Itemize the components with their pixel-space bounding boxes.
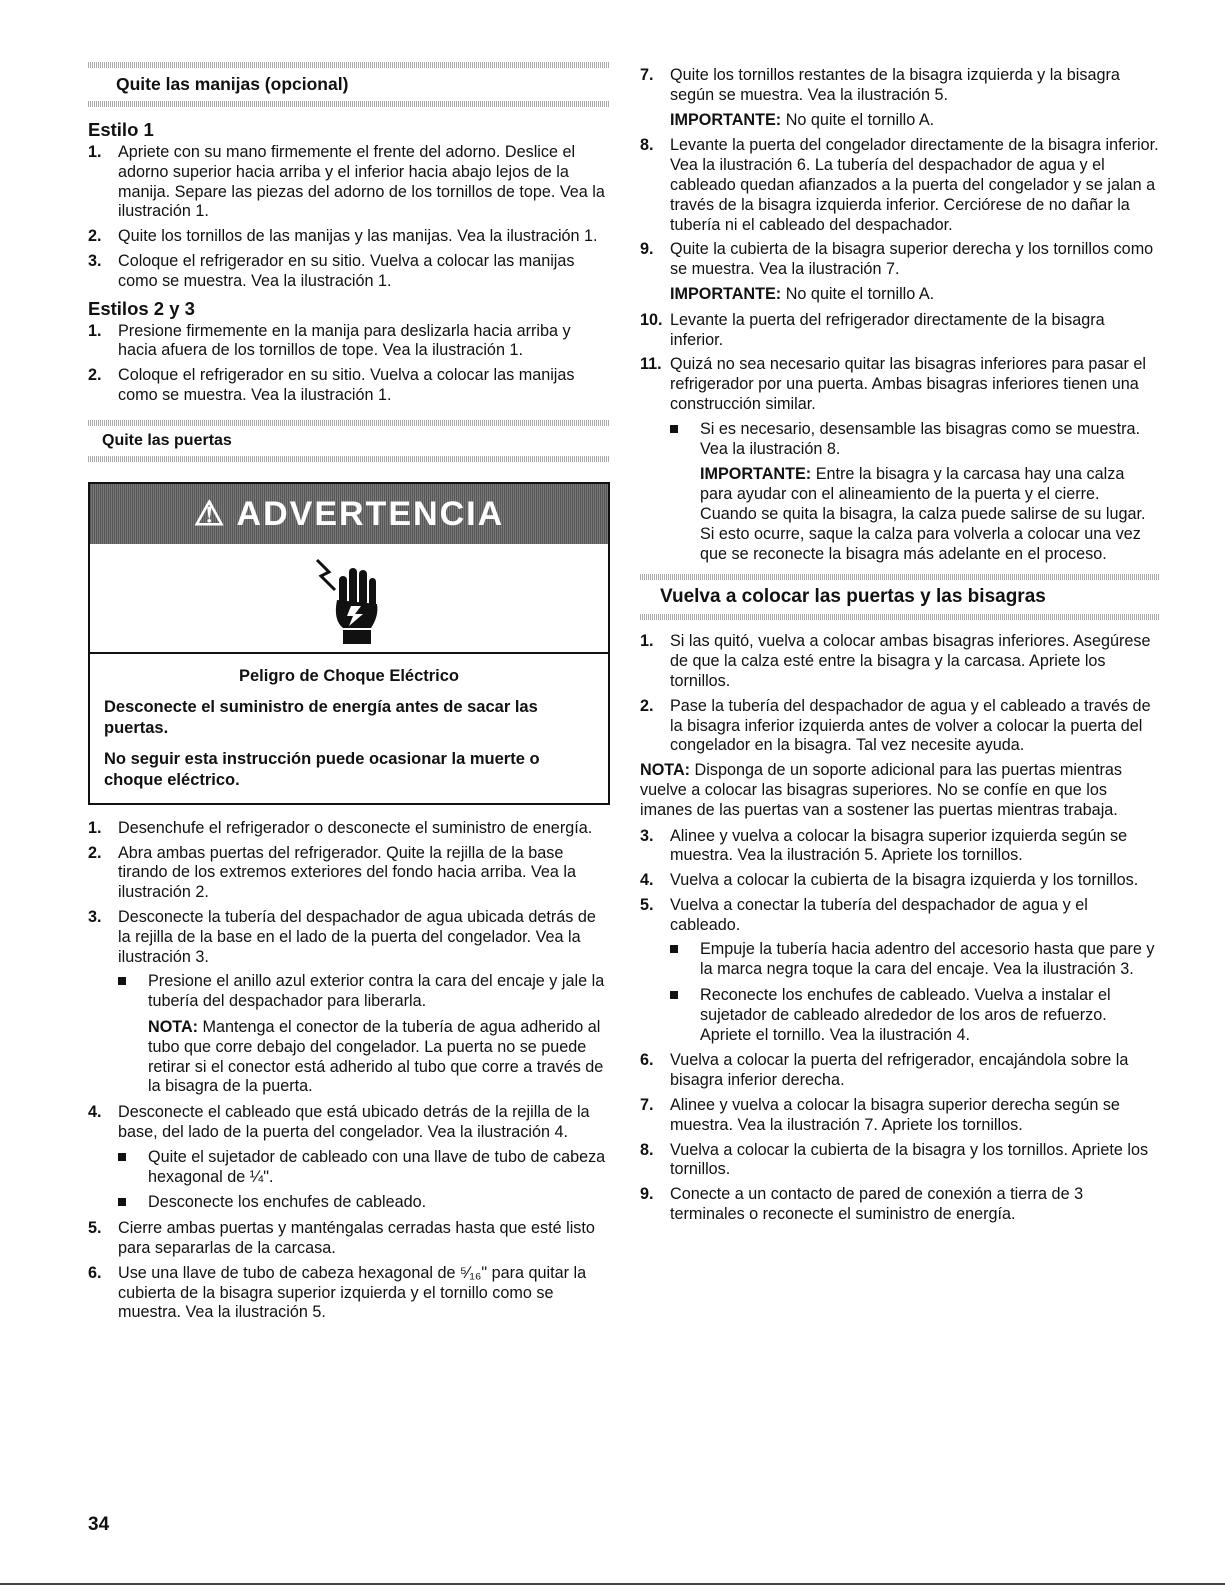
item-number: 2. xyxy=(88,843,102,862)
item-text: Abra ambas puertas del refrigerador. Quite la rejilla de la base tirando de los extremos exteriores del fondo hacia arriba. Vea la ilustración 2. xyxy=(118,843,577,902)
item-text: Coloque el refrigerador en su sitio. Vuelva a colocar las manijas como se muestra. Vea la ilustración 1. xyxy=(118,251,575,290)
item-number: 1. xyxy=(88,321,102,340)
item-text: Desconecte la tubería del despachador de agua ubicada detrás de la rejilla de la base en el lado de la puerta del congelador. Vea la ilustración 3. xyxy=(118,907,596,966)
list-item xyxy=(640,871,1160,891)
important-label: IMPORTANTE: xyxy=(670,284,782,303)
bullet-icon xyxy=(118,1198,126,1206)
item-number: 1. xyxy=(640,632,654,651)
item-number: 3. xyxy=(88,251,102,270)
warning-line-1: Desconecte el suministro de energía antes de sacar las puertas. xyxy=(104,697,538,737)
item-text: Desenchufe el refrigerador o desconecte el suministro de energía. xyxy=(118,818,593,837)
doors-list-cont xyxy=(88,1103,610,1143)
important-text: No quite el tornillo A. xyxy=(781,284,935,303)
doors-list-end xyxy=(88,1219,610,1323)
important-note xyxy=(640,285,1160,305)
item-number: 9. xyxy=(640,1185,654,1204)
note-text: Disponga de un soporte adicional para las puertas mientras vuelve a colocar las bisagras superiores. No se confíe en que los imanes de las puertas van a sostener las puertas mientras trabaja. xyxy=(640,761,1122,819)
bullet-text: Presione el anillo azul exterior contra la cara del encaje y jale la tubería del despachador para liberarla. xyxy=(148,972,605,1011)
item-number: 5. xyxy=(640,895,654,914)
bullet-item xyxy=(88,972,610,1012)
list-item xyxy=(640,632,1160,691)
style23-title: Estilos 2 y 3 xyxy=(88,297,195,319)
replace-list xyxy=(640,632,1160,756)
list-item xyxy=(640,66,1160,106)
list-item xyxy=(88,1103,610,1143)
item-text: Quizá no sea necesario quitar las bisagras inferiores para pasar el refrigerador por una puerta. Ambas bisagras inferiores tienen una construcción similar. xyxy=(670,355,1146,413)
style1-title: Estilo 1 xyxy=(88,119,154,140)
list-item xyxy=(640,311,1160,351)
list-item xyxy=(640,240,1160,280)
bullet-item xyxy=(88,1148,610,1188)
item-text: Cierre ambas puertas y manténgalas cerradas hasta que esté listo para separarlas de la carcasa. xyxy=(118,1219,595,1257)
item-number: 4. xyxy=(640,871,654,890)
bullet-item xyxy=(640,420,1160,460)
warning-line-2: No seguir esta instrucción puede ocasionar la muerte o choque eléctrico. xyxy=(104,749,540,789)
item-number: 11. xyxy=(640,355,662,374)
list-item xyxy=(88,227,610,247)
item-text: Desconecte el cableado que está ubicado detrás de la rejilla de la base, del lado de la puerta del congelador. Vea la ilustración 4. xyxy=(118,1103,590,1141)
important-text: Entre la bisagra y la carcasa hay una calza para ayudar con el alineamiento de la puerta y el cierre. Cuando se quita la bisagra, la calza puede salirse de su lugar. Si esto ocurre, saque la calza para volverla a colocar una vez que se reconecte la bisagra más adelante en el proceso. xyxy=(700,465,1146,563)
warning-heading: Peligro de Choque Eléctrico xyxy=(238,666,460,685)
item-text: Vuelva a colocar la puerta del refrigerador, encajándola sobre la bisagra inferior derecha. xyxy=(670,1051,1129,1090)
item-number: 7. xyxy=(640,66,654,84)
list-item xyxy=(88,908,610,967)
item-text: Alinee y vuelva a colocar la bisagra superior derecha según se muestra. Vea la ilustración 7. Apriete los tornillos. xyxy=(670,1096,1120,1134)
item-number: 8. xyxy=(640,136,654,155)
list-item xyxy=(640,697,1160,756)
doors-list-right-3 xyxy=(640,311,1160,415)
item-number: 7. xyxy=(640,1096,654,1115)
item-number: 2. xyxy=(640,696,654,715)
warning-title xyxy=(194,494,504,534)
section-divider xyxy=(88,101,610,107)
item-number: 3. xyxy=(88,907,102,926)
style23-list xyxy=(88,322,610,406)
item-text: Quite la cubierta de la bisagra superior derecha y los tornillos como se muestra. Vea la ilustración 7. xyxy=(670,240,1154,279)
warning-title-text: ADVERTENCIA xyxy=(236,494,505,533)
left-column xyxy=(88,62,610,1328)
item-text: Conecte a un contacto de pared de conexión a tierra de 3 terminales o reconecte el suministro de energía. xyxy=(670,1185,1084,1224)
bullet-item xyxy=(88,1193,610,1213)
item-text: Coloque el refrigerador en su sitio. Vuelva a colocar las manijas como se muestra. Vea la ilustración 1. xyxy=(118,366,575,404)
list-item xyxy=(640,1096,1160,1136)
item-number: 2. xyxy=(88,366,102,385)
item-text: Alinee y vuelva a colocar la bisagra superior izquierda según se muestra. Vea la ilustración 5. Apriete los tornillos. xyxy=(670,826,1128,865)
list-item xyxy=(640,1141,1160,1181)
list-item xyxy=(640,355,1160,414)
note-label: NOTA: xyxy=(148,1017,199,1036)
item-number: 8. xyxy=(640,1140,654,1159)
electric-shock-icon xyxy=(90,544,608,654)
list-item xyxy=(640,1051,1160,1091)
item-number: 6. xyxy=(88,1263,102,1282)
item-text: Vuelva a conectar la tubería del despachador de agua y el cableado. xyxy=(670,895,1088,934)
note xyxy=(88,1018,610,1097)
warning-box xyxy=(88,482,610,805)
important-text: No quite el tornillo A. xyxy=(781,110,935,129)
bullet-icon xyxy=(670,991,678,999)
section-divider xyxy=(88,456,610,462)
list-item xyxy=(88,322,610,362)
bullet-text: Empuje la tubería hacia adentro del accesorio hasta que pare y la marca negra toque la cara del encaje. Vea la ilustración 3. xyxy=(700,940,1155,979)
item-number: 10. xyxy=(640,310,663,329)
item-text: Quite los tornillos de las manijas y las manijas. Vea la ilustración 1. xyxy=(118,227,598,246)
style1-list xyxy=(88,143,610,292)
bullet-text: Quite el sujetador de cableado con una llave de tubo de cabeza hexagonal de ¼". xyxy=(148,1147,606,1186)
item-text: Presione firmemente en la manija para deslizarla hacia arriba y hacia afuera de los tornillos de tope. Vea la ilustración 1. xyxy=(118,321,571,360)
list-item xyxy=(88,819,610,839)
bullet-icon xyxy=(670,945,678,953)
item-number: 1. xyxy=(88,818,102,837)
item-text: Apriete con su mano firmemente el frente del adorno. Deslice el adorno superior hacia arriba y el inferior hacia abajo lejos de la manija. Separe las piezas del adorno de los tornillos de tope. Vea la ilustración 1. xyxy=(118,143,605,221)
list-item xyxy=(640,136,1160,235)
item-number: 4. xyxy=(88,1103,102,1122)
note-text: Mantenga el conector de la tubería de agua adherido al tubo que corre debajo del congelador. La puerta no se puede retirar si el conector está adherido al tubo que corre a través de la bisagra de la puerta. xyxy=(148,1017,604,1096)
item-number: 2. xyxy=(88,227,102,246)
list-item xyxy=(640,896,1160,936)
bullet-icon xyxy=(118,977,126,985)
hand-shock-icon xyxy=(309,550,389,646)
replace-list-3 xyxy=(640,1051,1160,1224)
bullet-text: Desconecte los enchufes de cableado. xyxy=(148,1193,427,1212)
important-label: IMPORTANTE: xyxy=(670,110,782,129)
list-item xyxy=(88,844,610,903)
warning-header xyxy=(90,484,608,544)
bullet-text: Si es necesario, desensamble las bisagras como se muestra. Vea la ilustración 8. xyxy=(700,419,1140,458)
bullet-item xyxy=(640,986,1160,1045)
section-divider xyxy=(640,614,1160,620)
item-text: Si las quitó, vuelva a colocar ambas bisagras inferiores. Asegúrese de que la calza esté entre la bisagra y la carcasa. Apriete los tornillos. xyxy=(670,632,1151,690)
item-text: Levante la puerta del refrigerador directamente de la bisagra inferior. xyxy=(670,310,1105,349)
list-item xyxy=(88,366,610,406)
item-text: Use una llave de tubo de cabeza hexagonal de ⁵⁄₁₆" para quitar la cubierta de la bisagra superior izquierda y el tornillo como se muestra. Vea la ilustración 5. xyxy=(118,1263,587,1322)
page-number: 34 xyxy=(88,1514,110,1535)
item-text: Vuelva a colocar la cubierta de la bisagra izquierda y los tornillos. xyxy=(670,871,1139,890)
important-label: IMPORTANTE: xyxy=(700,465,812,484)
doors-list xyxy=(88,819,610,968)
bullet-icon xyxy=(670,425,678,433)
important-note xyxy=(640,465,1160,564)
item-number: 1. xyxy=(88,143,102,161)
item-number: 3. xyxy=(640,826,654,845)
warning-triangle-icon: ⚠ xyxy=(193,494,227,533)
list-item xyxy=(640,827,1160,867)
doors-list-right-2 xyxy=(640,136,1160,280)
item-text: Quite los tornillos restantes de la bisagra izquierda y la bisagra según se muestra. Vea la ilustración 5. xyxy=(670,66,1120,104)
item-number: 5. xyxy=(88,1219,102,1238)
doors-list-right xyxy=(640,66,1160,106)
list-item xyxy=(88,1219,610,1259)
section-title-replace-doors: Vuelva a colocar las puertas y las bisagras xyxy=(660,586,1046,608)
warning-text xyxy=(90,654,608,803)
bullet-item xyxy=(640,940,1160,980)
list-item xyxy=(640,1185,1160,1225)
bullet-icon xyxy=(118,1153,126,1161)
note xyxy=(640,761,1160,820)
replace-list-2 xyxy=(640,827,1160,936)
item-number: 9. xyxy=(640,240,654,259)
note-label: NOTA: xyxy=(640,761,691,780)
item-text: Pase la tubería del despachador de agua y el cableado a través de la bisagra inferior izquierda antes de volver a colocar la puerta del congelador en la bisagra. Tal vez necesite ayuda. xyxy=(670,696,1151,755)
bullet-text: Reconecte los enchufes de cableado. Vuelva a instalar el sujetador de cableado alrededor de los aros de refuerzo. Apriete el tornillo. Vea la ilustración 4. xyxy=(700,986,1111,1044)
right-column xyxy=(640,66,1160,1230)
item-number: 6. xyxy=(640,1051,654,1070)
section-title-remove-handles: Quite las manijas (opcional) xyxy=(116,74,349,94)
list-item xyxy=(88,1264,610,1323)
item-text: Vuelva a colocar la cubierta de la bisagra y los tornillos. Apriete los tornillos. xyxy=(670,1140,1149,1179)
important-note xyxy=(640,111,1160,131)
section-title-remove-doors: Quite las puertas xyxy=(102,431,232,449)
item-text: Levante la puerta del congelador directamente de la bisagra inferior. Vea la ilustración 6. La tubería del despachador de agua y el cableado quedan afianzados a la puerta del congelador y se jalan a través de la bisagra izquierda inferior. Cerciórese de no dañar la tubería ni el cableado del despachador. xyxy=(670,136,1159,234)
list-item xyxy=(88,252,610,292)
list-item xyxy=(88,143,610,222)
